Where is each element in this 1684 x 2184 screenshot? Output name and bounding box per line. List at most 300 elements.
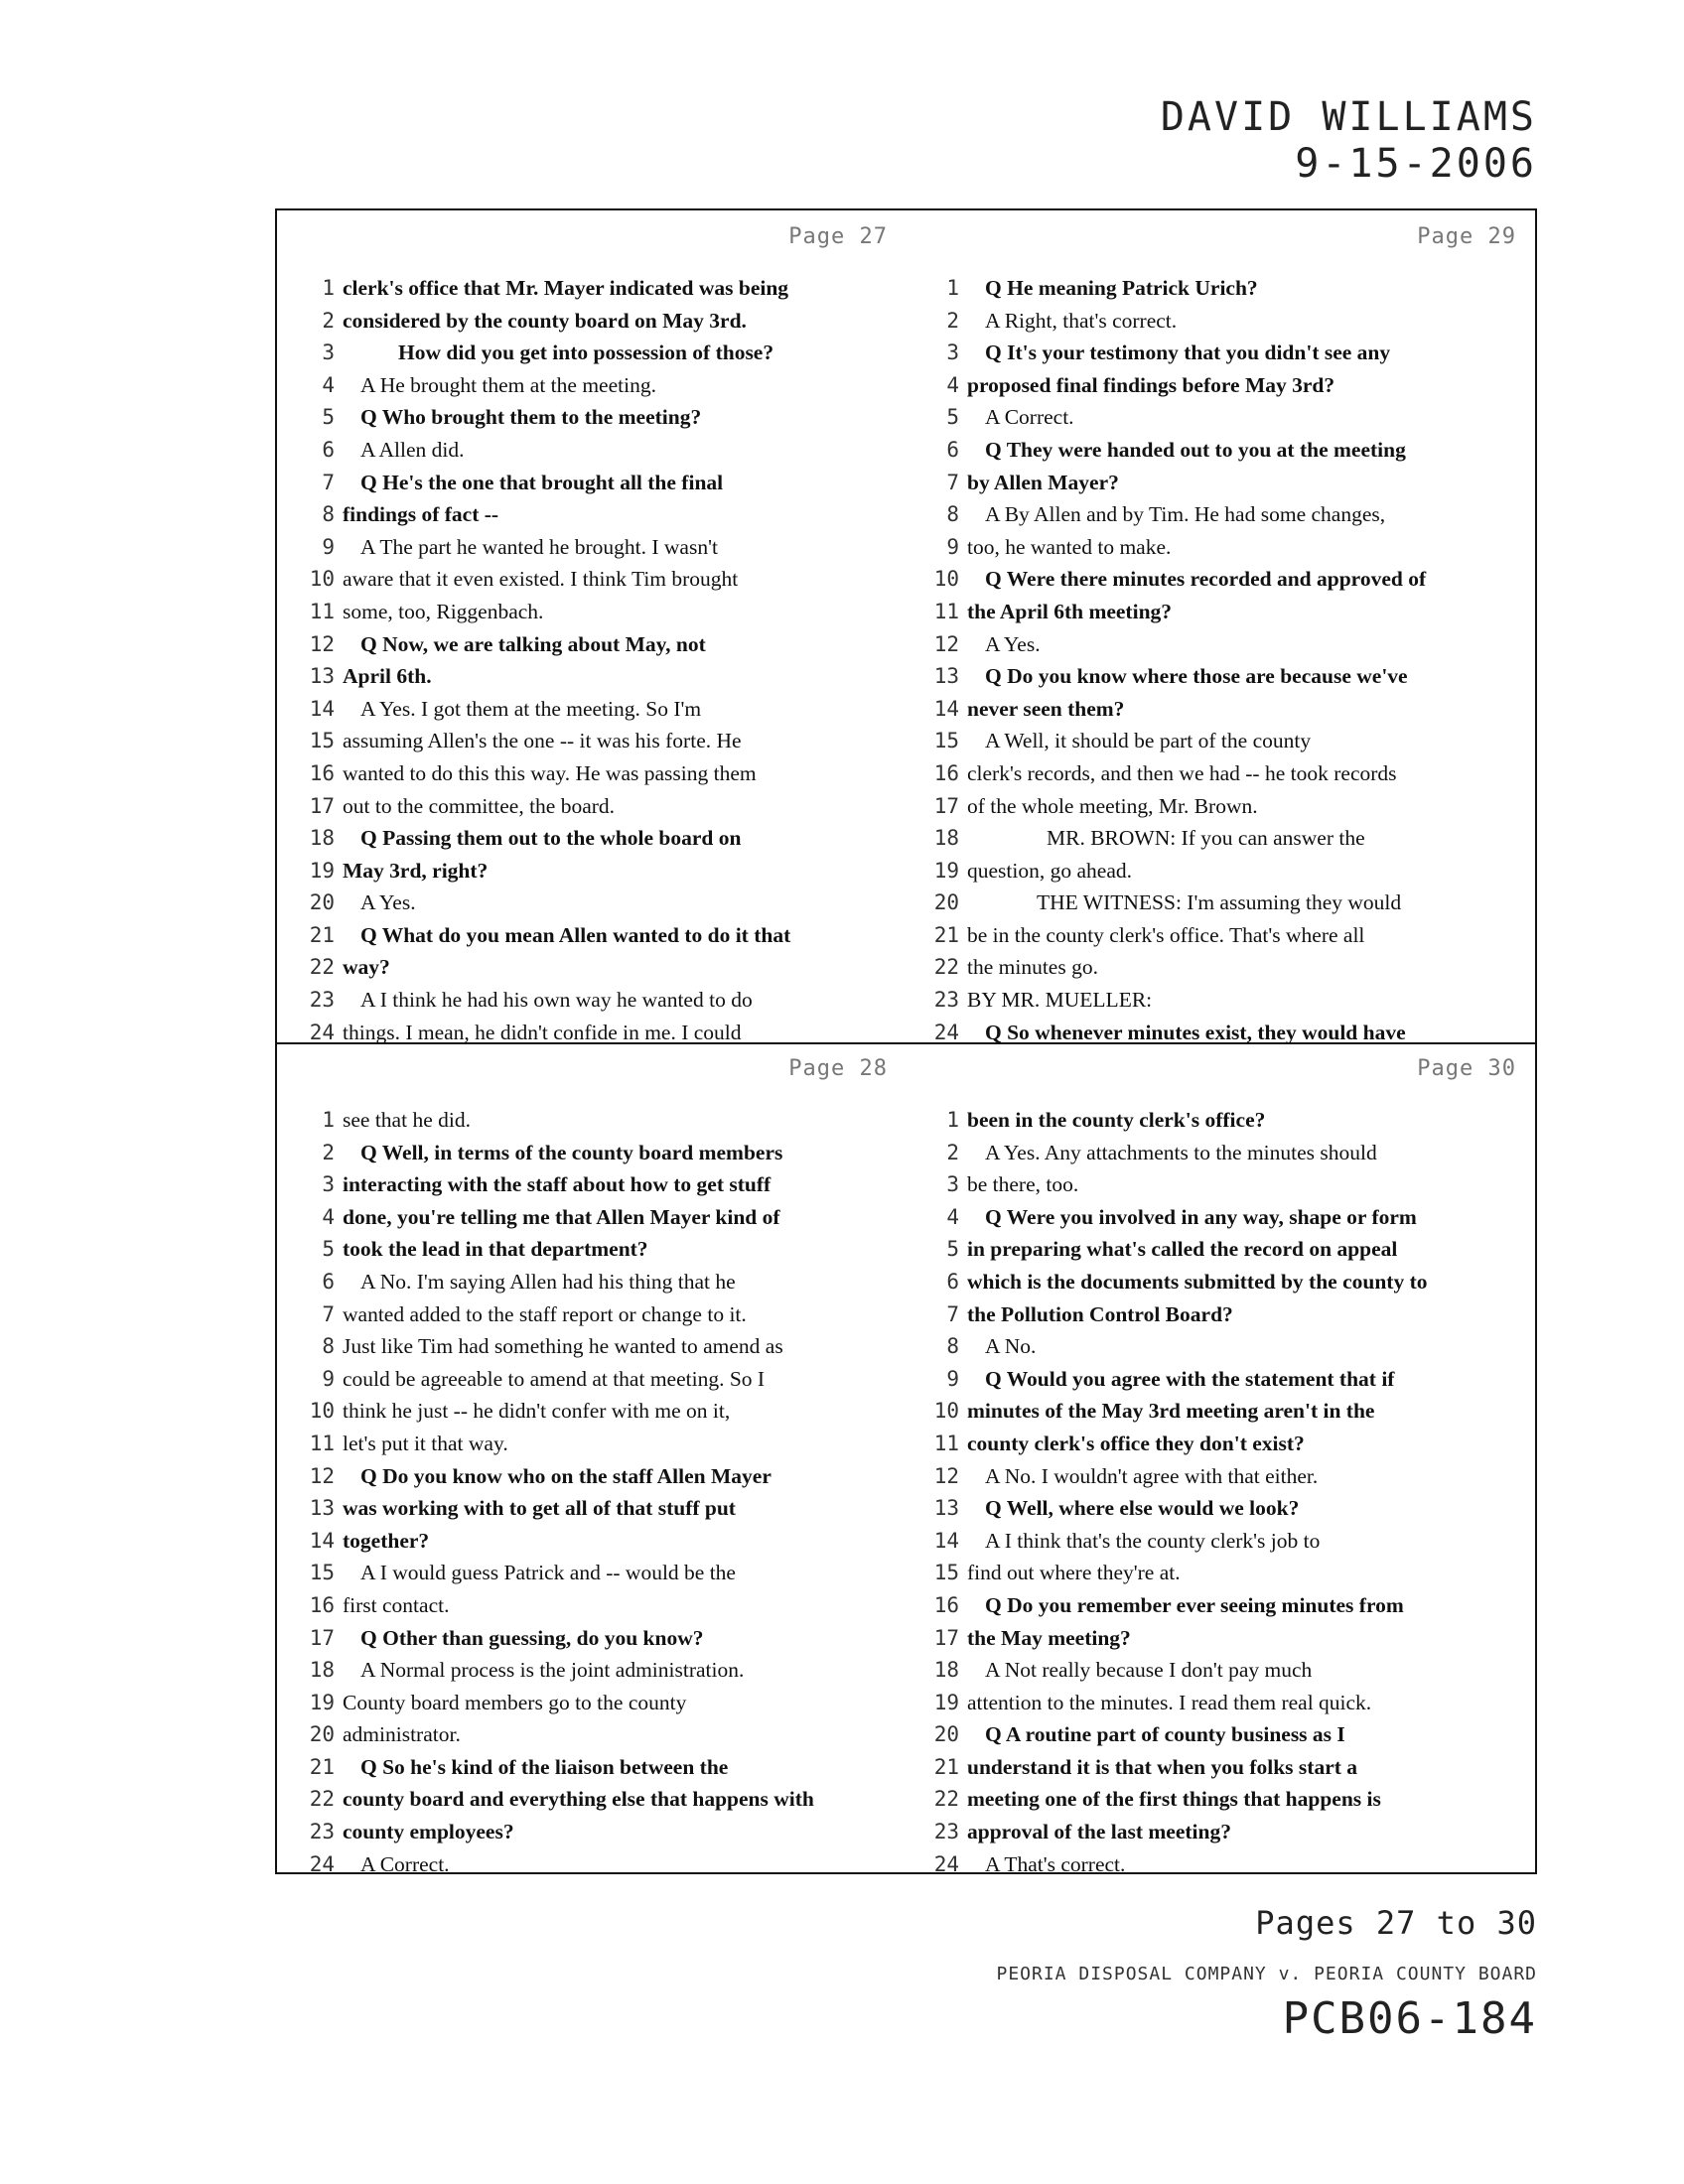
transcript-line (908, 1395, 1538, 1428)
line-number: 10 (933, 567, 959, 592)
page-title: Page 30 (1417, 1056, 1516, 1081)
line-number: 21 (933, 922, 959, 947)
transcript-line (908, 1201, 1538, 1234)
transcript-lines (908, 272, 1538, 1048)
transcript-line (908, 498, 1538, 531)
line-number: 8 (322, 502, 335, 527)
line-text: How did you get into possession of those? (398, 341, 774, 365)
transcript-line (277, 401, 908, 434)
line-number: 16 (933, 760, 959, 785)
transcript-line (277, 628, 908, 661)
line-number: 1 (946, 276, 959, 300)
transcript-line (908, 1492, 1538, 1525)
line-number: 9 (946, 534, 959, 559)
line-number: 19 (309, 858, 335, 883)
transcript-line (277, 1848, 908, 1881)
transcript-line (277, 693, 908, 726)
line-text: A I would guess Patrick and -- would be the (360, 1561, 736, 1585)
line-number: 22 (933, 1787, 959, 1812)
line-number: 21 (309, 1754, 335, 1779)
line-number: 1 (322, 276, 335, 300)
transcript-line (277, 434, 908, 467)
line-text: Q A routine part of county business as I (985, 1722, 1345, 1747)
line-text: clerk's records, and then we had -- he took records (967, 760, 1397, 785)
line-text: out to the committee, the board. (343, 793, 616, 818)
line-number: 22 (309, 955, 335, 980)
line-text: Q Do you know where those are because we've (985, 664, 1408, 689)
line-number: 2 (946, 308, 959, 333)
line-number: 19 (933, 1690, 959, 1714)
transcript-line (908, 1363, 1538, 1396)
line-text: together? (343, 1528, 430, 1553)
line-number: 13 (933, 1496, 959, 1521)
line-number: 11 (309, 1431, 335, 1455)
deposition-date: 9-15-2006 (1295, 141, 1537, 187)
line-text: could be agreeable to amend at that meeting. So I (343, 1366, 766, 1391)
line-number: 4 (322, 1204, 335, 1229)
line-number: 14 (309, 696, 335, 721)
line-number: 13 (309, 1496, 335, 1521)
transcript-lines (908, 1104, 1538, 1880)
line-text: question, go ahead. (967, 858, 1132, 883)
line-text: the May meeting? (967, 1625, 1131, 1650)
line-number: 20 (309, 1722, 335, 1747)
line-text: findings of fact -- (343, 502, 499, 527)
transcript-line (908, 1687, 1538, 1719)
line-number: 15 (309, 729, 335, 753)
line-text: A Correct. (985, 405, 1074, 430)
line-number: 24 (933, 1851, 959, 1876)
line-text: understand it is that when you folks start a (967, 1754, 1358, 1779)
transcript-line (277, 1557, 908, 1589)
line-number: 1 (946, 1108, 959, 1132)
transcript-line (277, 498, 908, 531)
transcript-line (908, 1233, 1538, 1266)
line-text: A Yes. I got them at the meeting. So I'm (360, 696, 702, 721)
line-number: 2 (322, 308, 335, 333)
line-number: 18 (933, 826, 959, 851)
transcript-line (277, 1201, 908, 1234)
transcript-line (277, 984, 908, 1017)
line-number: 6 (322, 1269, 335, 1294)
line-number: 3 (322, 341, 335, 365)
line-text: way? (343, 955, 390, 980)
line-text: A Yes. Any attachments to the minutes should (985, 1140, 1377, 1164)
line-text: Q It's your testimony that you didn't see any (985, 341, 1391, 365)
line-number: 13 (933, 664, 959, 689)
transcript-line (277, 1589, 908, 1622)
transcript-line (908, 1751, 1538, 1784)
line-text: Q What do you mean Allen wanted to do it that (360, 922, 791, 947)
line-text: in preparing what's called the record on appeal (967, 1237, 1398, 1262)
line-number: 10 (309, 567, 335, 592)
line-number: 24 (933, 1020, 959, 1044)
transcript-line (277, 1137, 908, 1169)
transcript-line (908, 757, 1538, 790)
line-text: done, you're telling me that Allen Mayer kind of (343, 1204, 780, 1229)
line-text: A Normal process is the joint administration. (360, 1658, 745, 1683)
line-number: 3 (322, 1172, 335, 1197)
transcript-line (277, 757, 908, 790)
transcript-line (277, 1816, 908, 1848)
line-number: 5 (322, 405, 335, 430)
line-number: 11 (933, 1431, 959, 1455)
line-text: minutes of the May 3rd meeting aren't in the (967, 1399, 1375, 1424)
line-text: interacting with the staff about how to get stuff (343, 1172, 772, 1197)
transcript-line (908, 1330, 1538, 1363)
transcript-line (277, 305, 908, 338)
line-text: county board and everything else that happens with (343, 1787, 814, 1812)
transcript-line (908, 1298, 1538, 1331)
transcript-line (908, 1104, 1538, 1137)
page-29-panel (908, 210, 1538, 1042)
line-text: A Allen did. (360, 437, 465, 462)
transcript-line (277, 1492, 908, 1525)
line-text: considered by the county board on May 3rd. (343, 308, 747, 333)
transcript-lines (277, 1104, 908, 1880)
transcript-line (908, 1848, 1538, 1881)
line-text: A No. I wouldn't agree with that either. (985, 1463, 1319, 1488)
line-number: 5 (946, 405, 959, 430)
transcript-line (277, 1330, 908, 1363)
transcript-line (277, 919, 908, 952)
line-number: 9 (322, 534, 335, 559)
line-text: A The part he wanted he brought. I wasn't (360, 534, 718, 559)
line-number: 6 (946, 1269, 959, 1294)
line-text: think he just -- he didn't confer with me on it, (343, 1399, 731, 1424)
line-number: 11 (933, 599, 959, 623)
transcript-line (908, 725, 1538, 757)
transcript-line (908, 272, 1538, 305)
line-text: A He brought them at the meeting. (360, 372, 656, 397)
transcript-line (277, 272, 908, 305)
page-title: Page 27 (788, 224, 888, 249)
line-text: find out where they're at. (967, 1561, 1181, 1585)
page-28-panel (277, 1042, 908, 1874)
transcript-line (277, 790, 908, 823)
line-number: 13 (309, 664, 335, 689)
line-text: A Right, that's correct. (985, 308, 1178, 333)
line-number: 8 (946, 502, 959, 527)
line-text: county employees? (343, 1820, 514, 1844)
transcript-line (277, 1718, 908, 1751)
transcript-line (277, 1525, 908, 1558)
line-text: A Not really because I don't pay much (985, 1658, 1313, 1683)
page-27-panel (277, 210, 908, 1042)
transcript-line (908, 369, 1538, 402)
transcript-line (908, 563, 1538, 596)
transcript-line (277, 596, 908, 628)
line-number: 17 (309, 1625, 335, 1650)
line-number: 22 (309, 1787, 335, 1812)
line-text: took the lead in that department? (343, 1237, 648, 1262)
transcript-line (277, 1233, 908, 1266)
line-number: 7 (946, 1301, 959, 1326)
line-number: 22 (933, 955, 959, 980)
line-text: A Yes. (360, 890, 416, 915)
line-text: wanted added to the staff report or change to it. (343, 1301, 747, 1326)
line-text: Q So whenever minutes exist, they would have (985, 1020, 1406, 1044)
line-text: things. I mean, he didn't confide in me. I could (343, 1020, 742, 1044)
line-text: the April 6th meeting? (967, 599, 1173, 623)
transcript-line (277, 660, 908, 693)
transcript-line (908, 660, 1538, 693)
transcript-line (277, 369, 908, 402)
transcript-line (908, 693, 1538, 726)
transcript-line (277, 1104, 908, 1137)
line-text: clerk's office that Mr. Mayer indicated was being (343, 276, 789, 300)
transcript-line (908, 305, 1538, 338)
line-number: 12 (309, 1463, 335, 1488)
transcript-line (277, 1460, 908, 1493)
line-text: THE WITNESS: I'm assuming they would (1037, 890, 1402, 915)
transcript-line (908, 434, 1538, 467)
transcript-line (277, 951, 908, 984)
transcript-line (908, 951, 1538, 984)
line-text: let's put it that way. (343, 1431, 508, 1455)
line-text: Q Were there minutes recorded and approved of (985, 567, 1427, 592)
page-title: Page 29 (1417, 224, 1516, 249)
line-number: 4 (946, 372, 959, 397)
transcript-line (908, 1460, 1538, 1493)
line-number: 4 (946, 1204, 959, 1229)
line-text: April 6th. (343, 664, 432, 689)
line-text: Q Now, we are talking about May, not (360, 631, 706, 656)
transcript-line (908, 1168, 1538, 1201)
line-number: 20 (309, 890, 335, 915)
line-number: 11 (309, 599, 335, 623)
transcript-frame (275, 208, 1537, 1874)
line-number: 23 (933, 1820, 959, 1844)
transcript-line (908, 467, 1538, 499)
line-number: 8 (946, 1334, 959, 1359)
line-number: 3 (946, 341, 959, 365)
line-number: 9 (322, 1366, 335, 1391)
transcript-line (277, 1298, 908, 1331)
transcript-line (908, 1816, 1538, 1848)
line-number: 15 (309, 1561, 335, 1585)
transcript-line (908, 1783, 1538, 1816)
line-text: be there, too. (967, 1172, 1079, 1197)
page-range: Pages 27 to 30 (1255, 1904, 1537, 1942)
transcript-line (908, 1589, 1538, 1622)
line-number: 21 (933, 1754, 959, 1779)
line-number: 17 (309, 793, 335, 818)
page-title: Page 28 (788, 1056, 888, 1081)
transcript-line (908, 984, 1538, 1017)
page-30-panel (908, 1042, 1538, 1874)
line-number: 5 (946, 1237, 959, 1262)
line-number: 15 (933, 729, 959, 753)
line-text: A Correct. (360, 1851, 450, 1876)
transcript-line (908, 1266, 1538, 1298)
line-text: A I think that's the county clerk's job to (985, 1528, 1321, 1553)
line-text: Q Do you know who on the staff Allen Mayer (360, 1463, 772, 1488)
line-text: too, he wanted to make. (967, 534, 1172, 559)
line-text: been in the county clerk's office? (967, 1108, 1266, 1132)
line-text: be in the county clerk's office. That's where all (967, 922, 1365, 947)
line-number: 19 (309, 1690, 335, 1714)
transcript-line (277, 1687, 908, 1719)
line-number: 4 (322, 372, 335, 397)
line-text: May 3rd, right? (343, 858, 489, 883)
line-number: 2 (322, 1140, 335, 1164)
line-text: Q Would you agree with the statement that if (985, 1366, 1395, 1391)
transcript-line (277, 1266, 908, 1298)
line-number: 1 (322, 1108, 335, 1132)
line-number: 6 (322, 437, 335, 462)
line-text: assuming Allen's the one -- it was his forte. He (343, 729, 742, 753)
line-text: county clerk's office they don't exist? (967, 1431, 1305, 1455)
transcript-line (908, 1137, 1538, 1169)
line-text: attention to the minutes. I read them real quick. (967, 1690, 1372, 1714)
line-number: 6 (946, 437, 959, 462)
line-number: 14 (933, 696, 959, 721)
line-number: 10 (933, 1399, 959, 1424)
transcript-line (908, 855, 1538, 887)
line-text: of the whole meeting, Mr. Brown. (967, 793, 1258, 818)
transcript-line (908, 596, 1538, 628)
line-text: administrator. (343, 1722, 461, 1747)
line-number: 18 (933, 1658, 959, 1683)
transcript-line (277, 822, 908, 855)
line-text: Q They were handed out to you at the meeting (985, 437, 1406, 462)
transcript-line (908, 401, 1538, 434)
line-text: aware that it even existed. I think Tim brought (343, 567, 739, 592)
transcript-line (277, 1428, 908, 1460)
line-number: 23 (933, 988, 959, 1013)
line-text: A No. I'm saying Allen had his thing that he (360, 1269, 736, 1294)
line-text: approval of the last meeting? (967, 1820, 1231, 1844)
line-number: 20 (933, 1722, 959, 1747)
line-number: 8 (322, 1334, 335, 1359)
transcript-line (908, 790, 1538, 823)
line-number: 21 (309, 922, 335, 947)
line-number: 17 (933, 1625, 959, 1650)
line-text: BY MR. MUELLER: (967, 988, 1153, 1013)
line-number: 2 (946, 1140, 959, 1164)
line-number: 19 (933, 858, 959, 883)
transcript-line (277, 1783, 908, 1816)
line-text: first contact. (343, 1592, 450, 1617)
transcript-line (908, 1718, 1538, 1751)
line-number: 16 (309, 760, 335, 785)
line-number: 14 (933, 1528, 959, 1553)
line-text: Q Do you remember ever seeing minutes from (985, 1592, 1404, 1617)
transcript-line (908, 531, 1538, 564)
line-text: the minutes go. (967, 955, 1098, 980)
line-number: 3 (946, 1172, 959, 1197)
line-number: 14 (309, 1528, 335, 1553)
line-number: 7 (946, 470, 959, 494)
transcript-line (908, 822, 1538, 855)
transcript-line (277, 1654, 908, 1687)
transcript-line (277, 1363, 908, 1396)
line-text: A By Allen and by Tim. He had some changes, (985, 502, 1386, 527)
line-number: 12 (309, 631, 335, 656)
line-text: meeting one of the first things that happens is (967, 1787, 1381, 1812)
line-number: 24 (309, 1851, 335, 1876)
line-text: see that he did. (343, 1108, 471, 1132)
transcript-line (908, 1428, 1538, 1460)
transcript-line (277, 337, 908, 369)
transcript-line (277, 531, 908, 564)
case-caption: PEORIA DISPOSAL COMPANY v. PEORIA COUNTY BOARD (996, 1964, 1537, 1984)
line-text: Q He's the one that brought all the final (360, 470, 724, 494)
transcript-line (908, 1622, 1538, 1655)
line-number: 23 (309, 988, 335, 1013)
line-number: 7 (322, 1301, 335, 1326)
line-number: 18 (309, 826, 335, 851)
line-number: 18 (309, 1658, 335, 1683)
line-text: proposed final findings before May 3rd? (967, 372, 1335, 397)
line-number: 15 (933, 1561, 959, 1585)
line-text: Q Other than guessing, do you know? (360, 1625, 704, 1650)
line-text: A No. (985, 1334, 1037, 1359)
line-text: which is the documents submitted by the county to (967, 1269, 1428, 1294)
transcript-line (277, 467, 908, 499)
line-number: 10 (309, 1399, 335, 1424)
line-number: 5 (322, 1237, 335, 1262)
line-text: County board members go to the county (343, 1690, 687, 1714)
line-text: Q Were you involved in any way, shape or form (985, 1204, 1417, 1229)
transcript-line (277, 1168, 908, 1201)
transcript-line (277, 563, 908, 596)
line-text: MR. BROWN: If you can answer the (1047, 826, 1365, 851)
line-text: Just like Tim had something he wanted to amend as (343, 1334, 783, 1359)
transcript-line (277, 855, 908, 887)
transcript-line (908, 919, 1538, 952)
line-text: wanted to do this this way. He was passing them (343, 760, 757, 785)
line-text: Q So he's kind of the liaison between the (360, 1754, 729, 1779)
transcript-line (277, 1751, 908, 1784)
transcript-line (908, 628, 1538, 661)
transcript-line (277, 1622, 908, 1655)
line-text: the Pollution Control Board? (967, 1301, 1233, 1326)
transcript-line (908, 887, 1538, 919)
docket-number: PCB06-184 (1282, 1993, 1537, 2044)
line-number: 20 (933, 890, 959, 915)
line-text: some, too, Riggenbach. (343, 599, 544, 623)
line-number: 9 (946, 1366, 959, 1391)
line-text: was working with to get all of that stuff put (343, 1496, 736, 1521)
line-text: A Well, it should be part of the county (985, 729, 1312, 753)
line-number: 7 (322, 470, 335, 494)
line-text: by Allen Mayer? (967, 470, 1119, 494)
line-text: A Yes. (985, 631, 1041, 656)
line-text: A I think he had his own way he wanted to do (360, 988, 753, 1013)
transcript-line (277, 887, 908, 919)
transcript-line (908, 1654, 1538, 1687)
transcript-line (277, 725, 908, 757)
deponent-name: DAVID WILLIAMS (1160, 94, 1537, 140)
line-number: 12 (933, 1463, 959, 1488)
transcript-line (908, 1525, 1538, 1558)
line-number: 12 (933, 631, 959, 656)
transcript-line (908, 1557, 1538, 1589)
line-text: A That's correct. (985, 1851, 1126, 1876)
line-text: Q Well, in terms of the county board members (360, 1140, 783, 1164)
line-number: 16 (933, 1592, 959, 1617)
transcript-line (908, 337, 1538, 369)
line-number: 17 (933, 793, 959, 818)
transcript-line (277, 1395, 908, 1428)
line-text: Q Who brought them to the meeting? (360, 405, 702, 430)
line-text: Q Well, where else would we look? (985, 1496, 1300, 1521)
line-text: never seen them? (967, 696, 1125, 721)
line-text: Q He meaning Patrick Urich? (985, 276, 1258, 300)
line-text: Q Passing them out to the whole board on (360, 826, 742, 851)
